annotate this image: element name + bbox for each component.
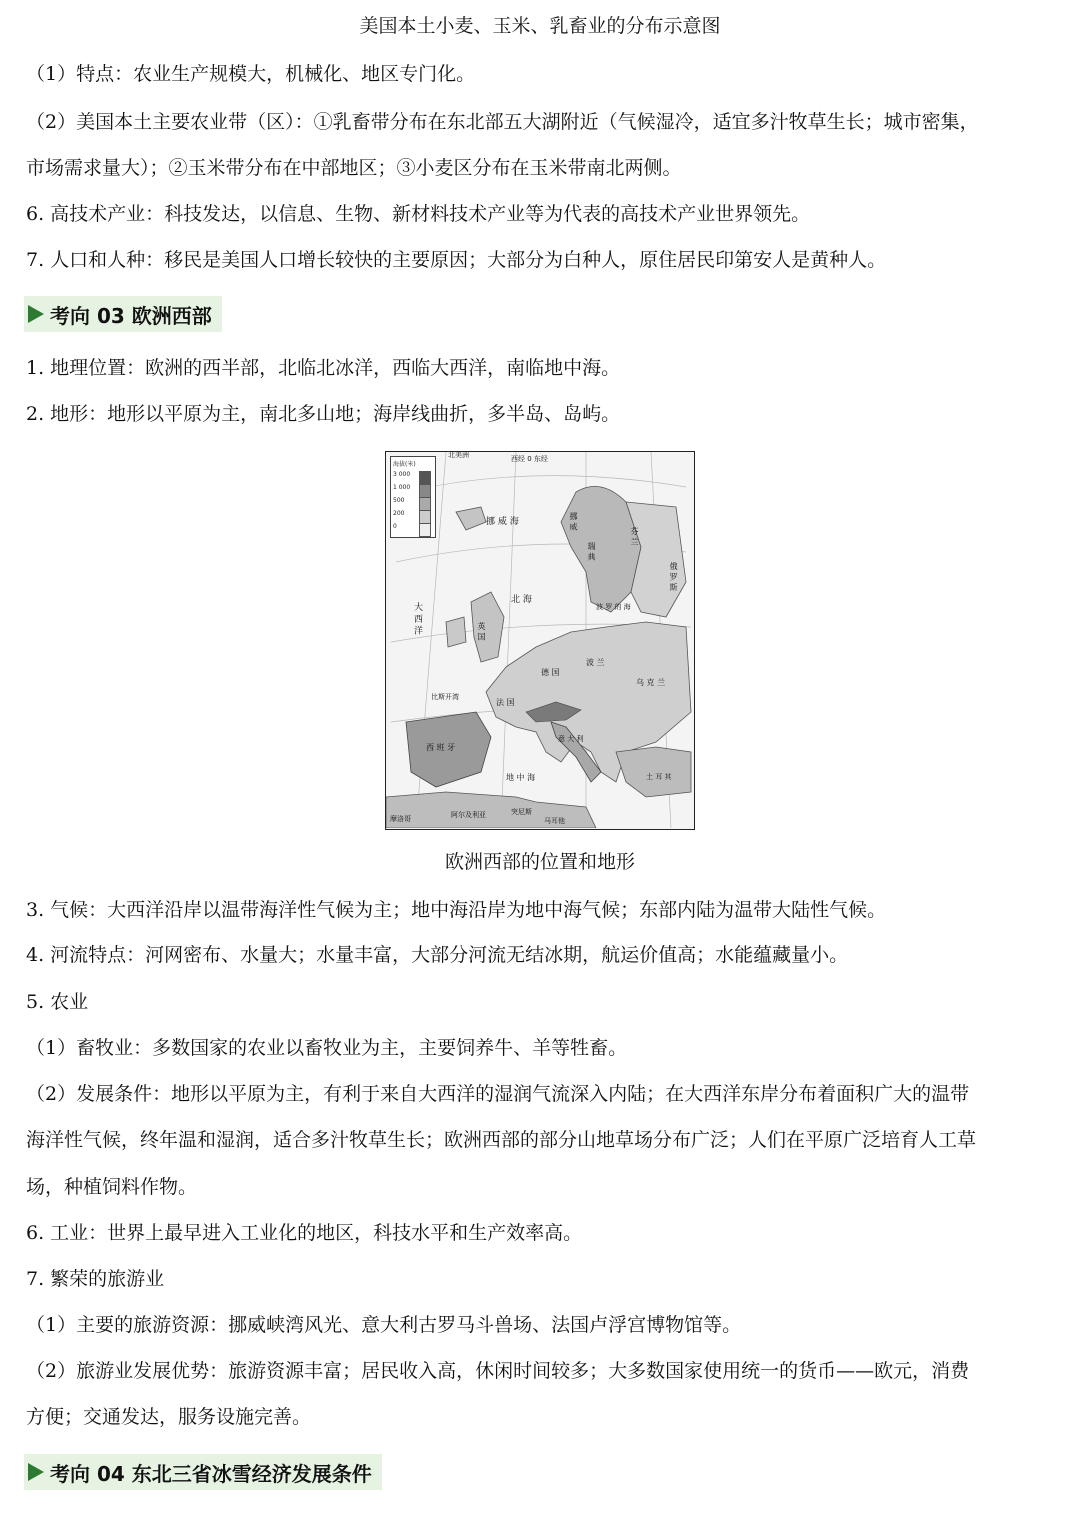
map-label: 法 国 [496, 698, 515, 707]
map-label: 土 耳 其 [646, 773, 672, 781]
heading-text: 考向 03 欧洲西部 [50, 303, 212, 328]
map-label: 波 罗 的 海 [596, 603, 631, 611]
paragraph-line: 3. 气候：大西洋沿岸以温带海洋性气候为主；地中海沿岸为地中海气候；东部内陆为温带大陆性气候。 [26, 899, 887, 921]
map-label: 地 中 海 [506, 773, 536, 782]
map-label: 英 国 [477, 622, 486, 641]
caption-top: 美国本土小麦、玉米、乳畜业的分布示意图 [359, 15, 721, 37]
map-label: 阿尔及利亚 [451, 811, 486, 819]
map-label: 乌 克 兰 [636, 678, 666, 687]
map-label: 北美洲 [448, 451, 469, 459]
map-label: 意 大 利 [558, 735, 584, 743]
section-heading-04 [24, 1454, 382, 1490]
paragraph-line: 6. 高技术产业：科技发达，以信息、生物、新材料技术产业等为代表的高技术产业世界领先。 [26, 203, 811, 225]
map-label: 西经 0 东经 [511, 455, 548, 463]
paragraph-line: 市场需求量大）；②玉米带分布在中部地区；③小麦区分布在玉米带南北两侧。 [26, 157, 682, 179]
paragraph-line: 4. 河流特点：河网密布、水量大；水量丰富，大部分河流无结冰期，航运价值高；水能蕴藏量小。 [26, 944, 849, 966]
arrow-icon [28, 305, 44, 323]
paragraph-line: （1）主要的旅游资源：挪威峡湾风光、意大利古罗马斗兽场、法国卢浮宫博物馆等。 [26, 1314, 742, 1336]
paragraph-line: 1. 地理位置：欧洲的西半部，北临北冰洋，西临大西洋，南临地中海。 [26, 357, 621, 379]
europe-map [385, 451, 695, 830]
paragraph-line: （2）旅游业发展优势：旅游资源丰富；居民收入高，休闲时间较多；大多数国家使用统一的货币——欧元，消费 [26, 1360, 970, 1382]
paragraph-line: （1）特点：农业生产规模大，机械化、地区专门化。 [26, 63, 476, 85]
section-heading-03 [24, 296, 222, 332]
paragraph-line: 方便；交通发达，服务设施完善。 [26, 1406, 312, 1428]
arrow-icon [28, 1463, 44, 1481]
legend-value: 3 000 [393, 471, 411, 478]
map-label: 芬 兰 [630, 527, 639, 546]
legend-swatch [419, 523, 431, 537]
map-label: 瑞 典 [587, 542, 596, 561]
paragraph-line: （2）发展条件：地形以平原为主，有利于来自大西洋的湿润气流深入内陆；在大西洋东岸分布着面积广大的温带 [26, 1083, 970, 1105]
map-caption: 欧洲西部的位置和地形 [444, 851, 635, 873]
legend-value: 500 [393, 497, 405, 504]
legend-swatch [419, 497, 431, 511]
paragraph-line: 7. 人口和人种：移民是美国人口增长较快的主要原因；大部分为白种人，原住居民印第安人是黄种人。 [26, 249, 887, 271]
paragraph-line: 场，种植饲料作物。 [26, 1176, 198, 1198]
paragraph-line: 海洋性气候，终年温和湿润，适合多汁牧草生长；欧洲西部的部分山地草场分布广泛；人们在平原广泛培育人工草 [26, 1129, 977, 1151]
legend-swatch [419, 510, 431, 524]
map-label: 德 国 [541, 668, 560, 677]
map-label: 摩洛哥 [390, 815, 411, 823]
map-label: 波 兰 [586, 658, 605, 667]
paragraph-line: 7. 繁荣的旅游业 [26, 1268, 165, 1290]
legend-title: 海拔(米) [393, 461, 416, 468]
map-label: 挪 威 [569, 512, 578, 531]
map-label: 突尼斯 [511, 808, 532, 816]
map-label: 马耳他 [544, 817, 565, 825]
legend-value: 1 000 [393, 484, 411, 491]
paragraph-line: 2. 地形：地形以平原为主，南北多山地；海岸线曲折，多半岛、岛屿。 [26, 403, 621, 425]
map-label: 大 西 洋 [412, 602, 422, 635]
paragraph-line: 6. 工业：世界上最早进入工业化的地区，科技水平和生产效率高。 [26, 1222, 583, 1244]
map-label: 比斯开湾 [431, 693, 459, 701]
legend-value: 0 [393, 523, 397, 530]
heading-text: 考向 04 东北三省冰雪经济发展条件 [50, 1461, 372, 1486]
paragraph-line: 5. 农业 [26, 991, 89, 1013]
legend-value: 200 [393, 510, 405, 517]
map-label: 俄 罗 斯 [669, 562, 678, 592]
paragraph-line: （1）畜牧业：多数国家的农业以畜牧业为主，主要饲养牛、羊等牲畜。 [26, 1037, 628, 1059]
map-label: 挪 威 海 [486, 517, 519, 527]
legend-swatch [419, 471, 431, 485]
map-legend [390, 456, 436, 538]
map-label: 北 海 [511, 595, 532, 605]
map-label: 西 班 牙 [426, 743, 456, 752]
paragraph-line: （2）美国本土主要农业带（区）：①乳畜带分布在东北部五大湖附近（气候湿冷，适宜多汁牧草生长；城市密集， [26, 111, 979, 133]
legend-swatch [419, 484, 431, 498]
